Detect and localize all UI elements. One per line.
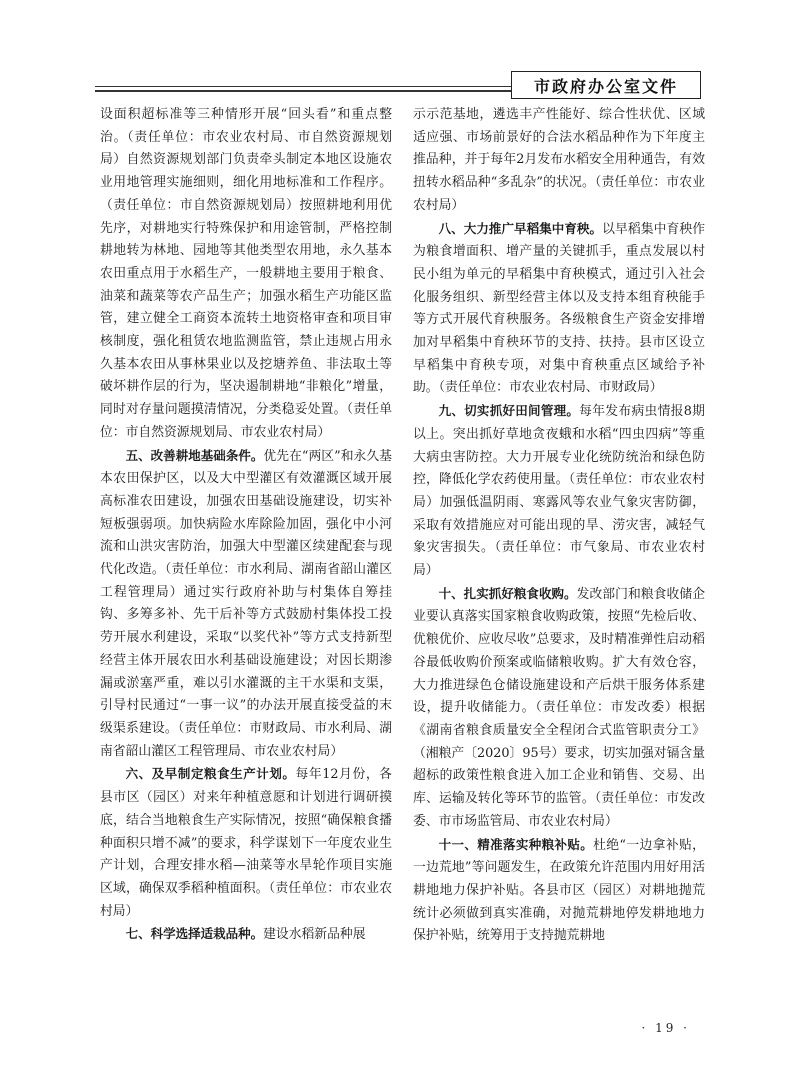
paragraph-body: 每年发布病虫情报8期以上。突出抓好草地贪夜蛾和水稻“四虫四病”等重大病虫害防控。大力开展专业化统防统治和绿色防控，降低化学农药使用量。（责任单位：市农业农村局）加强低温阴雨、寒露风等农业气象灾害防御，采取有效措施应对可能出现的旱、涝灾害，减轻气象灾害损失。（责任单位：市气象局、市农业农村局） bbox=[413, 404, 705, 579]
paragraph bbox=[413, 218, 705, 401]
paragraph-body: 示示范基地，遴选丰产性能好、综合性状优、区域适应强、市场前景好的合法水稻品种作为下年度主推品种，并于每年2月发布水稻安全用种通告，有效扭转水稻品种“多乱杂”的状况。（责任单位：市农业农村局） bbox=[413, 107, 705, 213]
paragraph-body: 优先在“两区”和永久基本农田保护区，以及大中型灌区有效灌溉区域开展高标准农田建设，加强农田基础设施建设，切实补短板强弱项。加快病险水库除险加固，强化中小河流和山洪灾害防治，加强大中型灌区续建配套与现代化改造。（责任单位：市水利局、湖南省韶山灌区工程管理局）通过实行政府补助与村集体自筹挂钩、多筹多补、先干后补等方式鼓励村集体投工投劳开展水利建设，采取“以奖代补”等方式支持新型经营主体开展农田水利基础设施建设；对因长期渗漏或淤塞严重，难以引水灌溉的主干水渠和支渠，引导村民通过“一事一议”的办法开展直接受益的末级渠系建设。（责任单位：市财政局、市水利局、湖南省韶山灌区工程管理局、市农业农村局） bbox=[100, 448, 392, 759]
paragraph bbox=[100, 923, 392, 947]
page-number: · 19 · bbox=[641, 1021, 690, 1035]
paragraph bbox=[413, 834, 705, 949]
paragraph bbox=[100, 103, 392, 445]
paragraph-heading: 十、扎实抓好粮食收购。 bbox=[438, 585, 577, 601]
paragraph-heading: 六、及早制定粮食生产计划。 bbox=[125, 766, 296, 782]
paragraph-heading: 五、改善耕地基础条件。 bbox=[125, 447, 264, 463]
paragraph bbox=[413, 583, 705, 834]
paragraph-body: 发改部门和粮食收储企业要认真落实国家粮食收购政策，按照“先检后收、优粮优价、应收尽收”总要求，及时精准弹性启动稻谷最低收购价预案或临储粮收购。扩大有效仓容，大力推进绿色仓储设施建设和产后烘干服务体系建设，提升收储能力。（责任单位：市发改委）根据《湖南省粮食质量安全全程闭合式监管职责分工》（湘粮产〔2020〕95号）要求，切实加强对镉含量超标的政策性粮食进入加工企业和销售、交易、出库、运输及转化等环节的监管。（责任单位：市发改委、市市场监管局、市农业农村局） bbox=[413, 586, 705, 829]
section-header: 市政府办公室文件 bbox=[511, 71, 701, 99]
left-column bbox=[100, 103, 392, 947]
paragraph-heading: 十一、精准落实种粮补贴。 bbox=[438, 836, 594, 852]
paragraph-body: 建设水稻新品种展 bbox=[263, 927, 366, 943]
paragraph bbox=[413, 400, 705, 583]
paragraph bbox=[100, 763, 392, 923]
paragraph-heading: 九、切实抓好田间管理。 bbox=[438, 403, 580, 419]
paragraph-heading: 八、大力推广早稻集中育秧。 bbox=[438, 220, 603, 236]
paragraph-body: 设面积超标准等三种情形开展“回头看”和重点整治。（责任单位：市农业农村局、市自然资源规划局）自然资源规划部门负责牵头制定本地区设施农业用地管理实施细则，细化用地标准和工作程序。（责任单位：市自然资源规划局）按照耕地利用优先序，对耕地实行特殊保护和用途管制，严格控制耕地转为林地、园地等其他类型农用地，永久基本农田重点用于水稻生产，一般耕地主要用于粮食、油菜和蔬菜等农产品生产；加强水稻生产功能区监管，建立健全工商资本流转土地资格审查和项目审核制度，强化租赁农地监测监管，禁止违规占用永久基本农田从事林果业以及挖塘养鱼、非法取土等破坏耕作层的行为，坚决遏制耕地“非粮化”增量，同时对存量问题摸清情况，分类稳妥处置。（责任单位：市自然资源规划局、市农业农村局） bbox=[100, 107, 392, 440]
paragraph bbox=[413, 103, 705, 218]
paragraph-body: 每年12月份，各县市区（园区）对来年种植意愿和计划进行调研摸底，结合当地粮食生产实际情况，按照“确保粮食播种面积只增不减”的要求，科学谋划下一年度农业生产计划，合理安排水稻—油菜等水旱轮作项目实施区域，确保双季稻种植面积。（责任单位：市农业农村局） bbox=[100, 767, 392, 919]
paragraph bbox=[100, 445, 392, 764]
paragraph-body: 杜绝“一边拿补贴，一边荒地”等问题发生，在政策允许范围内用好用活耕地地力保护补贴。各县市区（园区）对耕地抛荒统计必须做到真实准确，对抛荒耕地停发耕地地力保护补贴，统筹用于支持抛荒耕地 bbox=[413, 837, 705, 944]
paragraph-heading: 七、科学选择适栽品种。 bbox=[125, 926, 264, 942]
right-column bbox=[413, 103, 705, 948]
paragraph-body: 以早稻集中育秧作为粮食增面积、增产量的关键抓手，重点发展以村民小组为单元的早稻集中育秧模式，通过引入社会化服务组织、新型经营主体以及支持本组育秧能手等方式开展代育秧服务。各级粮食生产资金安排增加对早稻集中育秧环节的支持、扶持。县市区设立早稻集中育秧专项，对集中育秧重点区域给予补助。（责任单位：市农业农村局、市财政局） bbox=[413, 221, 705, 396]
